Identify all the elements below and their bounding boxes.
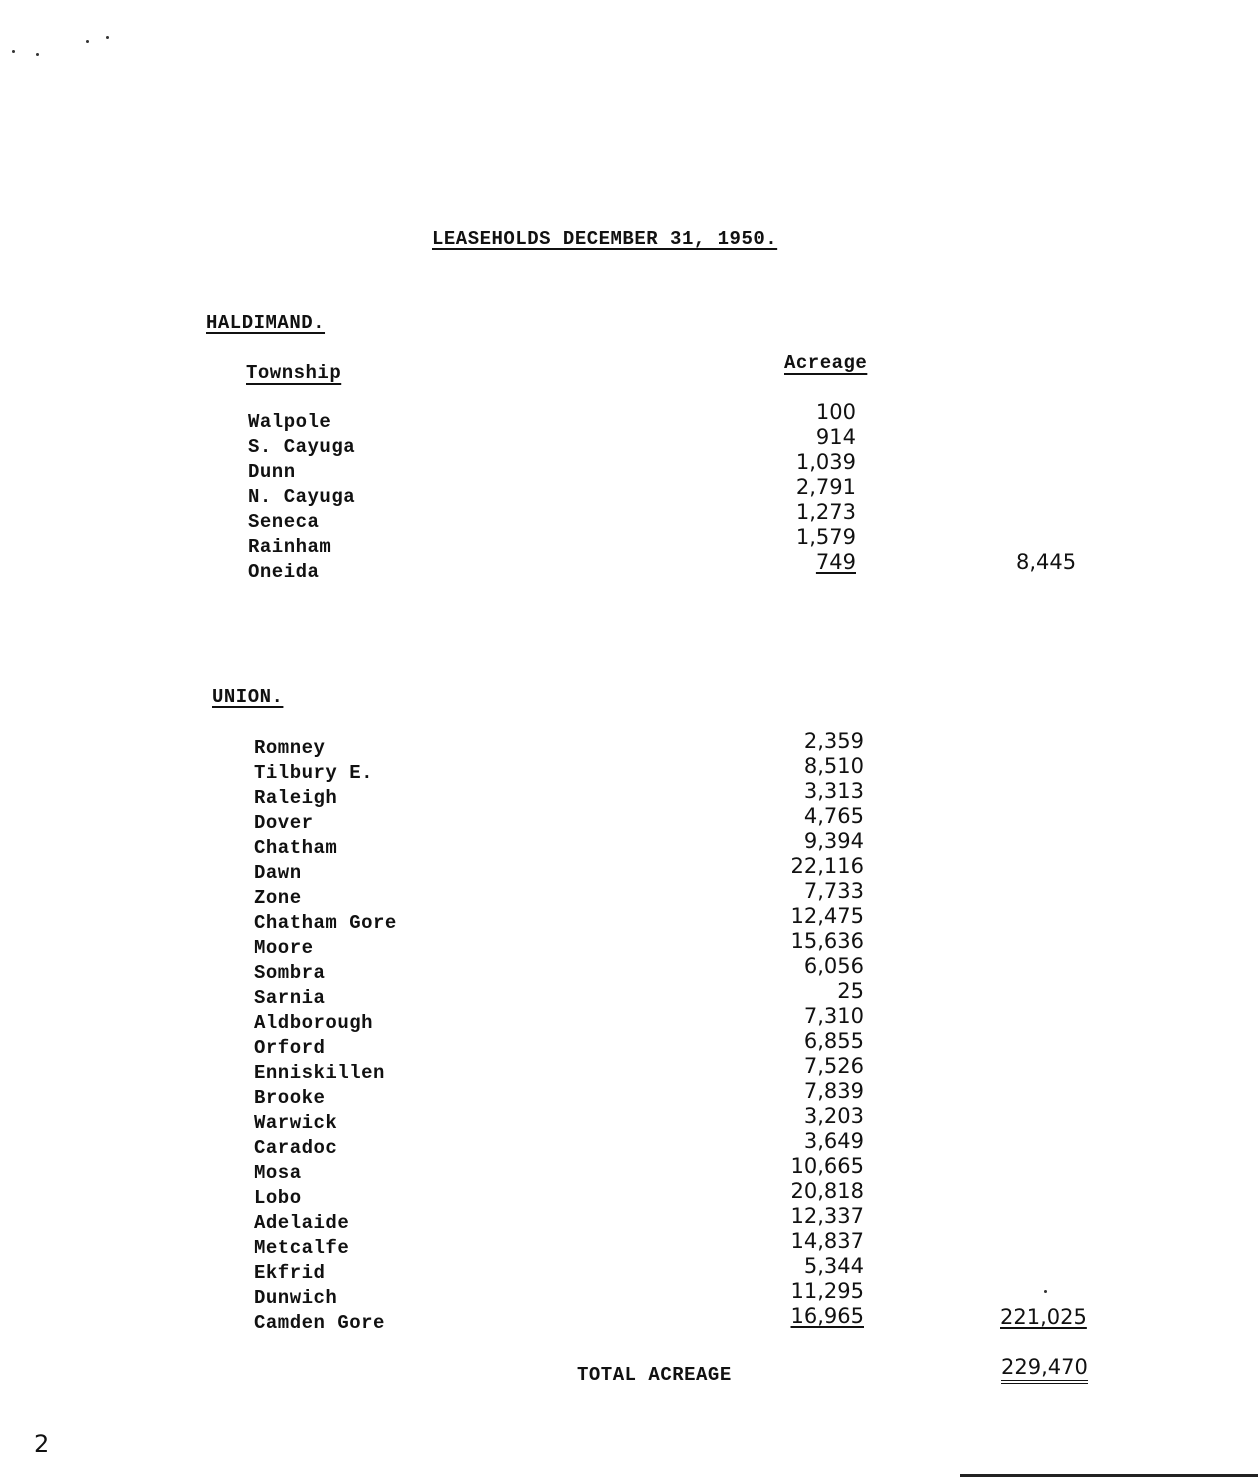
acreage-column-header: Acreage bbox=[784, 352, 868, 374]
union-row bbox=[730, 1254, 864, 1279]
haldimand-row bbox=[740, 450, 856, 475]
union-row bbox=[730, 1029, 864, 1054]
union-township: Metcalfe bbox=[254, 1237, 350, 1259]
haldimand-row bbox=[248, 510, 548, 535]
union-row bbox=[254, 1086, 554, 1111]
union-acreage: 8,510 bbox=[803, 754, 864, 778]
union-row bbox=[730, 1004, 864, 1029]
union-township: Sombra bbox=[254, 962, 326, 984]
union-acreage: 25 bbox=[837, 979, 864, 1003]
haldimand-township: Oneida bbox=[248, 561, 320, 583]
haldimand-row bbox=[248, 535, 548, 560]
union-row bbox=[730, 1304, 864, 1329]
union-row bbox=[730, 729, 864, 754]
union-township: Sarnia bbox=[254, 987, 326, 1009]
union-township: Chatham Gore bbox=[254, 912, 397, 934]
union-row bbox=[730, 1129, 864, 1154]
union-row bbox=[730, 904, 864, 929]
haldimand-subtotal: 8,445 bbox=[1016, 550, 1077, 574]
union-township: Adelaide bbox=[254, 1212, 350, 1234]
haldimand-township: N. Cayuga bbox=[248, 486, 356, 508]
haldimand-row bbox=[248, 560, 548, 585]
haldimand-row bbox=[740, 400, 856, 425]
union-township: Chatham bbox=[254, 837, 338, 859]
haldimand-township: Walpole bbox=[248, 411, 332, 433]
union-row bbox=[254, 911, 554, 936]
union-row bbox=[730, 1104, 864, 1129]
haldimand-acreage: 100 bbox=[815, 400, 856, 424]
haldimand-row bbox=[740, 425, 856, 450]
union-row bbox=[730, 1204, 864, 1229]
haldimand-township: S. Cayuga bbox=[248, 436, 356, 458]
haldimand-row bbox=[740, 550, 856, 575]
total-acreage-label: TOTAL ACREAGE bbox=[577, 1364, 732, 1386]
union-township: Mosa bbox=[254, 1162, 302, 1184]
union-row bbox=[254, 1311, 554, 1336]
union-township: Camden Gore bbox=[254, 1312, 385, 1334]
union-township: Ekfrid bbox=[254, 1262, 326, 1284]
union-township: Tilbury E. bbox=[254, 762, 374, 784]
union-row bbox=[254, 986, 554, 1011]
union-township: Romney bbox=[254, 737, 326, 759]
union-township: Zone bbox=[254, 887, 302, 909]
union-row bbox=[254, 1136, 554, 1161]
union-subtotal: 221,025 bbox=[1000, 1305, 1087, 1329]
page-number: 2 bbox=[34, 1430, 50, 1458]
union-township: Raleigh bbox=[254, 787, 338, 809]
union-row bbox=[254, 1161, 554, 1186]
haldimand-acreage: 914 bbox=[815, 425, 856, 449]
union-acreage: 7,839 bbox=[803, 1079, 864, 1103]
union-row bbox=[730, 954, 864, 979]
haldimand-acreage: 749 bbox=[815, 550, 856, 574]
union-acreage: 3,649 bbox=[803, 1129, 864, 1153]
haldimand-row bbox=[740, 500, 856, 525]
union-township: Dover bbox=[254, 812, 314, 834]
union-acreage: 10,665 bbox=[790, 1154, 864, 1178]
union-township: Dunwich bbox=[254, 1287, 338, 1309]
union-acreage: 9,394 bbox=[803, 829, 864, 853]
haldimand-heading: HALDIMAND. bbox=[206, 312, 326, 334]
haldimand-acreage: 2,791 bbox=[795, 475, 856, 499]
union-row bbox=[254, 1261, 554, 1286]
haldimand-row bbox=[740, 475, 856, 500]
union-row bbox=[254, 1186, 554, 1211]
haldimand-acreage: 1,579 bbox=[795, 525, 856, 549]
union-row bbox=[730, 754, 864, 779]
union-acreage: 15,636 bbox=[790, 929, 864, 953]
union-heading: UNION. bbox=[212, 686, 284, 708]
union-acreage: 12,475 bbox=[790, 904, 864, 928]
union-acreage: 7,526 bbox=[803, 1054, 864, 1078]
union-row bbox=[730, 779, 864, 804]
union-township-list bbox=[254, 736, 554, 1336]
union-row bbox=[254, 936, 554, 961]
union-row bbox=[730, 1279, 864, 1304]
union-row bbox=[254, 786, 554, 811]
union-township: Caradoc bbox=[254, 1137, 338, 1159]
haldimand-township: Seneca bbox=[248, 511, 320, 533]
union-row bbox=[730, 1179, 864, 1204]
township-column-header: Township bbox=[246, 362, 342, 384]
union-row bbox=[730, 829, 864, 854]
union-row bbox=[254, 861, 554, 886]
union-acreage: 12,337 bbox=[790, 1204, 864, 1228]
union-row bbox=[254, 1061, 554, 1086]
union-row bbox=[254, 836, 554, 861]
haldimand-row bbox=[740, 525, 856, 550]
union-acreage: 14,837 bbox=[790, 1229, 864, 1253]
union-row bbox=[254, 1236, 554, 1261]
union-row bbox=[730, 1154, 864, 1179]
haldimand-acreage-list bbox=[740, 400, 856, 575]
document-title: LEASEHOLDS DECEMBER 31, 1950. bbox=[432, 228, 778, 250]
union-row bbox=[254, 1111, 554, 1136]
union-township: Dawn bbox=[254, 862, 302, 884]
haldimand-acreage: 1,039 bbox=[795, 450, 856, 474]
union-acreage: 6,056 bbox=[803, 954, 864, 978]
union-row bbox=[730, 1229, 864, 1254]
union-row bbox=[254, 811, 554, 836]
union-township: Moore bbox=[254, 937, 314, 959]
union-row bbox=[254, 886, 554, 911]
union-acreage: 20,818 bbox=[790, 1179, 864, 1203]
union-row bbox=[730, 1079, 864, 1104]
haldimand-row bbox=[248, 485, 548, 510]
haldimand-township-list bbox=[248, 410, 548, 585]
union-row bbox=[254, 1036, 554, 1061]
total-acreage-value: 229,470 bbox=[1001, 1355, 1088, 1384]
union-row bbox=[730, 804, 864, 829]
union-acreage: 16,965 bbox=[790, 1304, 864, 1328]
union-acreage: 6,855 bbox=[803, 1029, 864, 1053]
union-township: Aldborough bbox=[254, 1012, 374, 1034]
union-acreage: 11,295 bbox=[790, 1279, 864, 1303]
union-row bbox=[254, 961, 554, 986]
union-row bbox=[254, 1211, 554, 1236]
scan-edge-line bbox=[960, 1474, 1258, 1477]
union-township: Warwick bbox=[254, 1112, 338, 1134]
haldimand-row bbox=[248, 435, 548, 460]
union-acreage: 3,313 bbox=[803, 779, 864, 803]
union-acreage: 22,116 bbox=[790, 854, 864, 878]
union-row bbox=[730, 879, 864, 904]
union-row bbox=[254, 761, 554, 786]
union-acreage: 7,310 bbox=[803, 1004, 864, 1028]
union-row bbox=[730, 979, 864, 1004]
union-row bbox=[254, 1011, 554, 1036]
union-acreage-list bbox=[730, 729, 864, 1329]
union-township: Brooke bbox=[254, 1087, 326, 1109]
haldimand-acreage: 1,273 bbox=[795, 500, 856, 524]
union-row bbox=[254, 736, 554, 761]
union-acreage: 5,344 bbox=[803, 1254, 864, 1278]
haldimand-row bbox=[248, 460, 548, 485]
haldimand-township: Rainham bbox=[248, 536, 332, 558]
union-row bbox=[730, 929, 864, 954]
haldimand-township: Dunn bbox=[248, 461, 296, 483]
union-township: Orford bbox=[254, 1037, 326, 1059]
union-township: Lobo bbox=[254, 1187, 302, 1209]
union-row bbox=[730, 854, 864, 879]
union-row bbox=[730, 1054, 864, 1079]
union-acreage: 7,733 bbox=[803, 879, 864, 903]
union-township: Enniskillen bbox=[254, 1062, 385, 1084]
union-acreage: 4,765 bbox=[803, 804, 864, 828]
union-row bbox=[254, 1286, 554, 1311]
haldimand-row bbox=[248, 410, 548, 435]
union-acreage: 2,359 bbox=[803, 729, 864, 753]
union-acreage: 3,203 bbox=[803, 1104, 864, 1128]
